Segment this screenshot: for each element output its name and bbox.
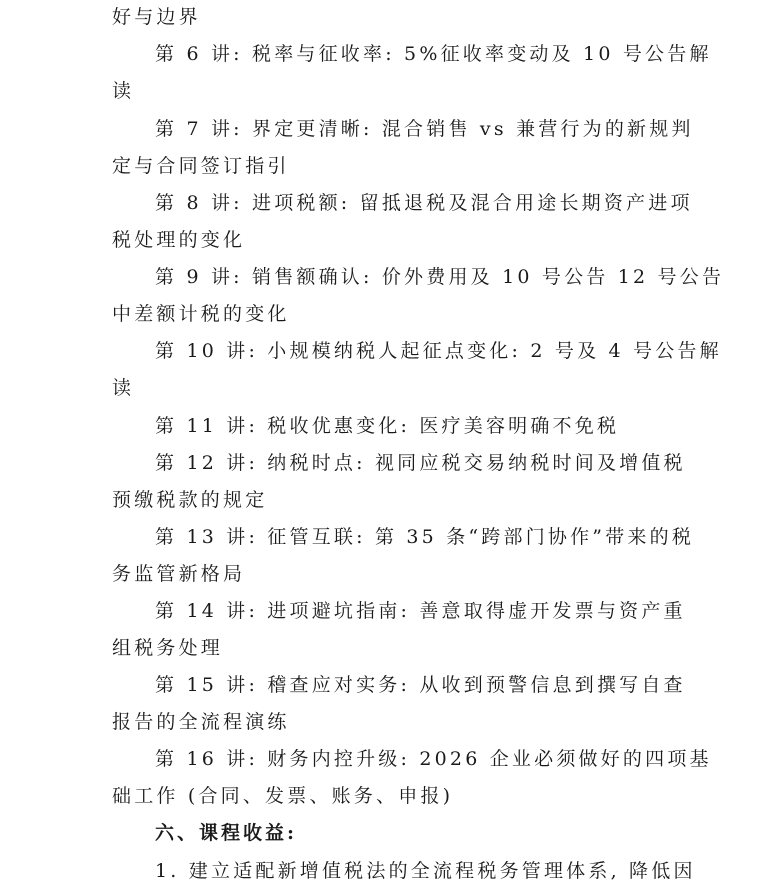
lecture-13-line-2: 务监管新格局 <box>112 563 246 585</box>
lecture-10-line-2: 读 <box>112 377 135 399</box>
lecture-10-line-1: 第 10 讲: 小规模纳税人起征点变化: 2 号及 4 号公告解 <box>155 340 722 362</box>
lecture-8-line-2: 税处理的变化 <box>112 229 246 251</box>
lecture-9-line-2: 中差额计税的变化 <box>112 303 290 325</box>
lecture-6-line-2: 读 <box>112 80 135 102</box>
lecture-6-line-1: 第 6 讲: 税率与征收率: 5%征收率变动及 10 号公告解 <box>155 43 712 65</box>
lecture-7-line-2: 定与合同签订指引 <box>112 155 290 177</box>
section-heading: 六、课程收益: <box>155 822 298 844</box>
lecture-16-line-1: 第 16 讲: 财务内控升级: 2026 企业必须做好的四项基 <box>155 748 712 770</box>
lecture-12-line-1: 第 12 讲: 纳税时点: 视同应税交易纳税时间及增值税 <box>155 452 686 474</box>
continuation-line: 好与边界 <box>112 6 201 28</box>
lecture-14-line-2: 组税务处理 <box>112 637 224 659</box>
benefit-line-1: 1. 建立适配新增值税法的全流程税务管理体系, 降低因 <box>155 860 696 882</box>
lecture-16-line-2: 础工作 (合同、发票、账务、申报) <box>112 785 454 807</box>
lecture-15-line-1: 第 15 讲: 稽查应对实务: 从收到预警信息到撰写自查 <box>155 674 686 696</box>
lecture-9-line-1: 第 9 讲: 销售额确认: 价外费用及 10 号公告 12 号公告 <box>155 266 725 288</box>
lecture-14-line-1: 第 14 讲: 进项避坑指南: 善意取得虚开发票与资产重 <box>155 600 686 622</box>
lecture-15-line-2: 报告的全流程演练 <box>112 711 290 733</box>
lecture-13-line-1: 第 13 讲: 征管互联: 第 35 条“跨部门协作”带来的税 <box>155 526 695 548</box>
lecture-7-line-1: 第 7 讲: 界定更清晰: 混合销售 vs 兼营行为的新规判 <box>155 118 694 140</box>
lecture-8-line-1: 第 8 讲: 进项税额: 留抵退税及混合用途长期资产进项 <box>155 192 693 214</box>
lecture-12-line-2: 预缴税款的规定 <box>112 489 268 511</box>
lecture-11-line-1: 第 11 讲: 税收优惠变化: 医疗美容明确不免税 <box>155 415 620 437</box>
